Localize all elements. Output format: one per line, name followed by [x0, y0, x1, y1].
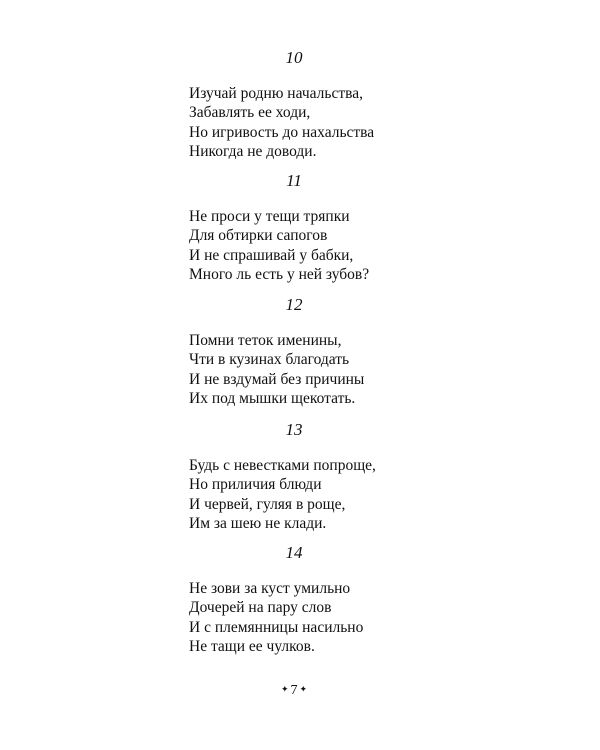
stanza — [189, 207, 549, 284]
verse-line: Изучай родню начальства, — [189, 85, 363, 102]
stanza-number: 14 — [285, 543, 303, 562]
stanza — [189, 84, 549, 161]
verse-line: И с племянницы насильно — [189, 618, 364, 636]
stanza — [189, 331, 549, 408]
stanza-number: 10 — [285, 48, 303, 67]
stanza — [189, 456, 549, 533]
verse-line: Для обтирки сапогов — [189, 227, 328, 245]
verse-line: Много ль есть у ней зубов? — [189, 265, 370, 283]
verse-line: Но приличия блюди — [189, 476, 322, 494]
stanza-number: 12 — [285, 295, 303, 314]
verse-line: Не тащи ее чулков. — [189, 637, 315, 655]
verse-line: Дочерей на пару слов — [189, 599, 332, 617]
verse-line: Им за шею не клади. — [189, 514, 327, 532]
stanza — [189, 579, 549, 656]
stanza-number: 11 — [286, 171, 302, 190]
verse-line: Но игривость до нахальства — [189, 123, 375, 141]
verse-line: Не зови за куст умильно — [189, 580, 351, 597]
ornament-right-icon: ✦ — [299, 684, 308, 694]
verse-line: Никогда не доводи. — [189, 142, 317, 160]
verse-line: Забавлять ее ходи, — [189, 104, 311, 122]
page-number-text: 7 — [290, 683, 298, 698]
verse-line: И червей, гуляя в роще, — [189, 495, 346, 513]
verse-line: И не вздумай без причины — [189, 370, 365, 388]
ornament-left-icon: ✦ — [280, 684, 289, 694]
verse-line: Будь с невестками попроще, — [189, 457, 376, 474]
verse-line: Их под мышки щекотать. — [189, 389, 356, 407]
page-number — [0, 680, 588, 700]
verse-line: И не спрашивай у бабки, — [189, 246, 354, 264]
verse-line: Чти в кузинах благодать — [189, 351, 350, 369]
stanza-number: 13 — [285, 420, 303, 439]
verse-line: Не проси у тещи тряпки — [189, 208, 350, 225]
verse-line: Помни теток именины, — [189, 332, 342, 349]
